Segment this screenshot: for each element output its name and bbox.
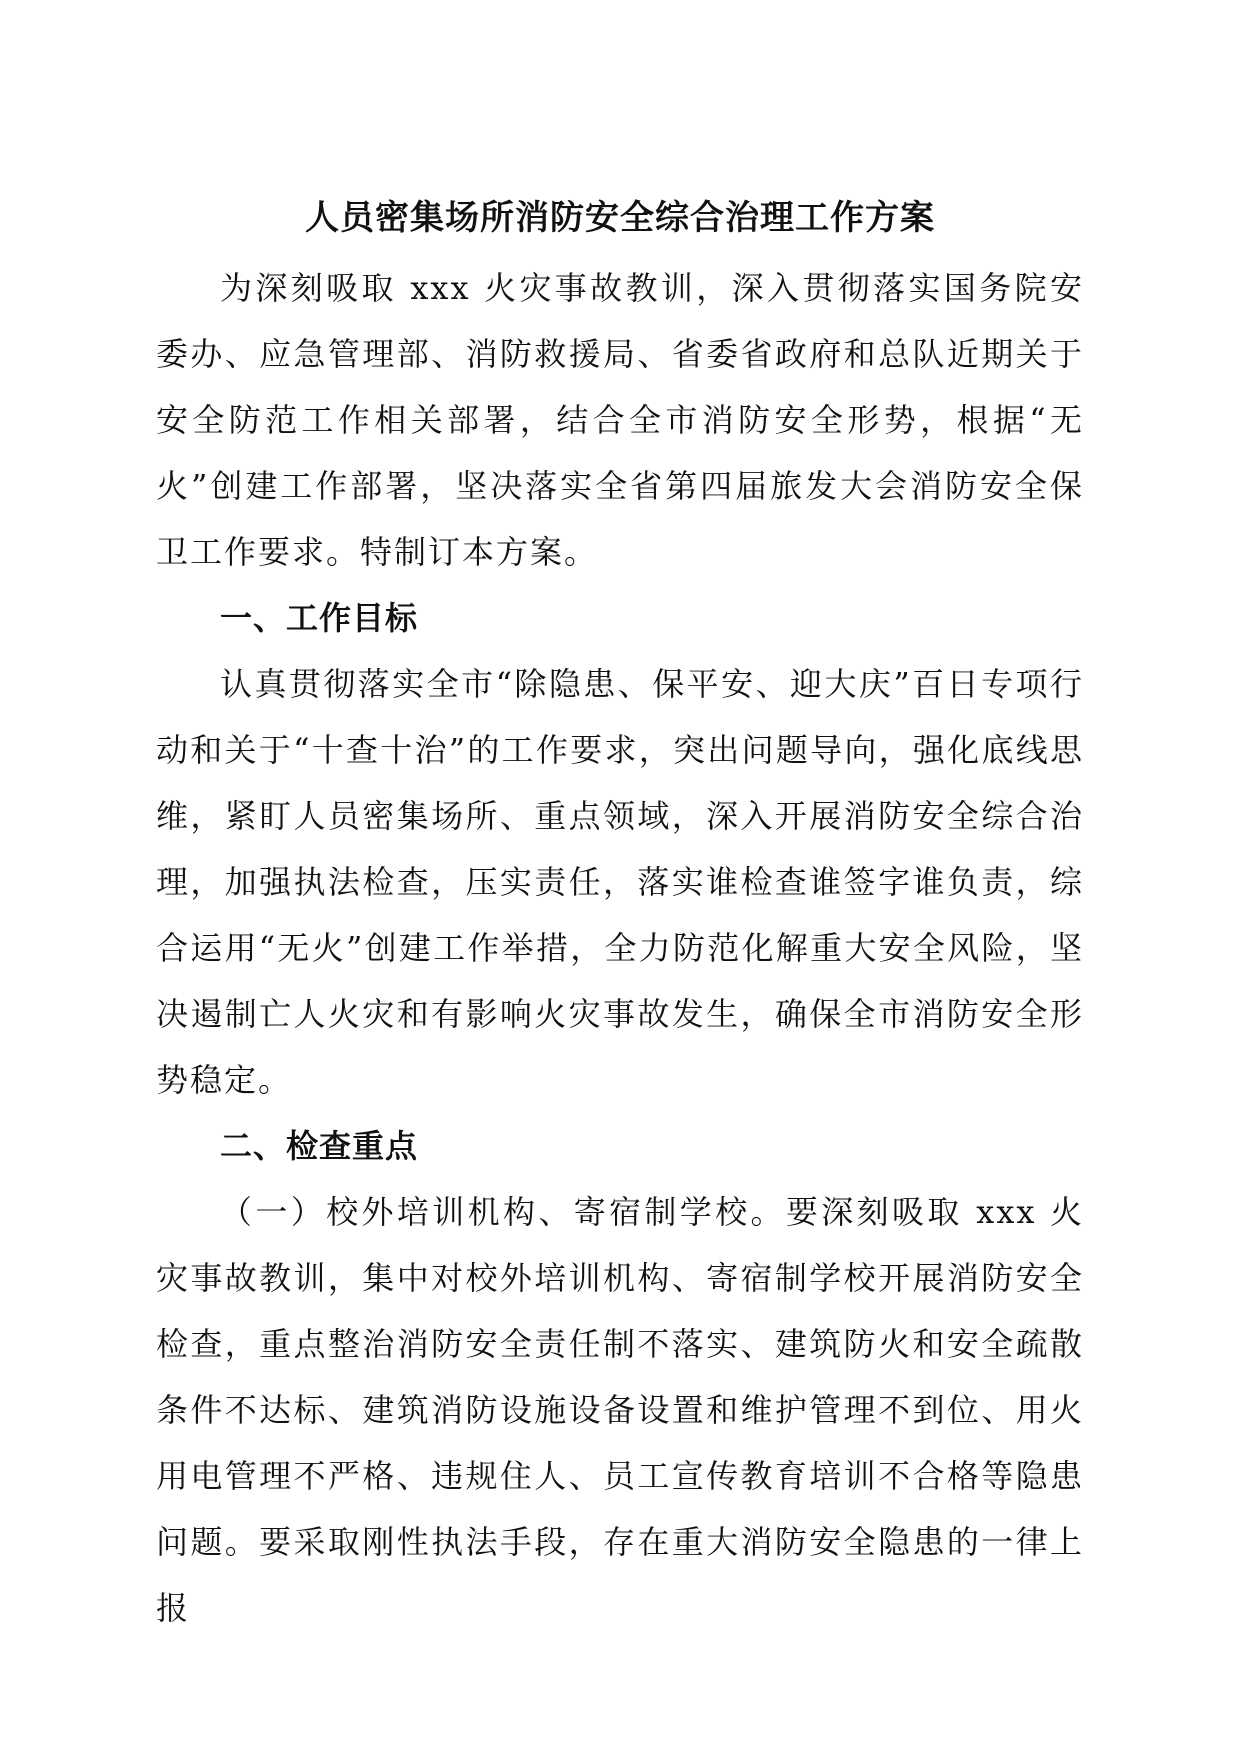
intro-paragraph: 为深刻吸取 xxx 火灾事故教训，深入贯彻落实国务院安委办、应急管理部、消防救援局、省委省政府和总队近期关于安全防范工作相关部署，结合全市消防安全形势，根据“无火”创建工作部署，坚决落实全省第四届旅发大会消防安全保卫工作要求。特制订本方案。 (156, 269, 1084, 571)
section-heading-goals: 一、工作目标 (220, 599, 419, 637)
section-heading-inspection: 二、检查重点 (220, 1127, 419, 1165)
document-body (156, 255, 1084, 1641)
inspection-item-1: （一）校外培训机构、寄宿制学校。要深刻吸取 xxx 火灾事故教训，集中对校外培训机构、寄宿制学校开展消防安全检查，重点整治消防安全责任制不落实、建筑防火和安全疏散条件不达标、建筑消防设施设备设置和维护管理不到位、用火用电管理不严格、违规住人、员工宣传教育培训不合格等隐患问题。要采取刚性执法手段，存在重大消防安全隐患的一律上报 (156, 1193, 1084, 1627)
goals-paragraph: 认真贯彻落实全市“除隐患、保平安、迎大庆”百日专项行动和关于“十查十治”的工作要求，突出问题导向，强化底线思维，紧盯人员密集场所、重点领域，深入开展消防安全综合治理，加强执法检查，压实责任，落实谁检查谁签字谁负责，综合运用“无火”创建工作举措，全力防范化解重大安全风险，坚决遏制亡人火灾和有影响火灾事故发生，确保全市消防安全形势稳定。 (156, 665, 1084, 1099)
document-title: 人员密集场所消防安全综合治理工作方案 (305, 198, 935, 238)
